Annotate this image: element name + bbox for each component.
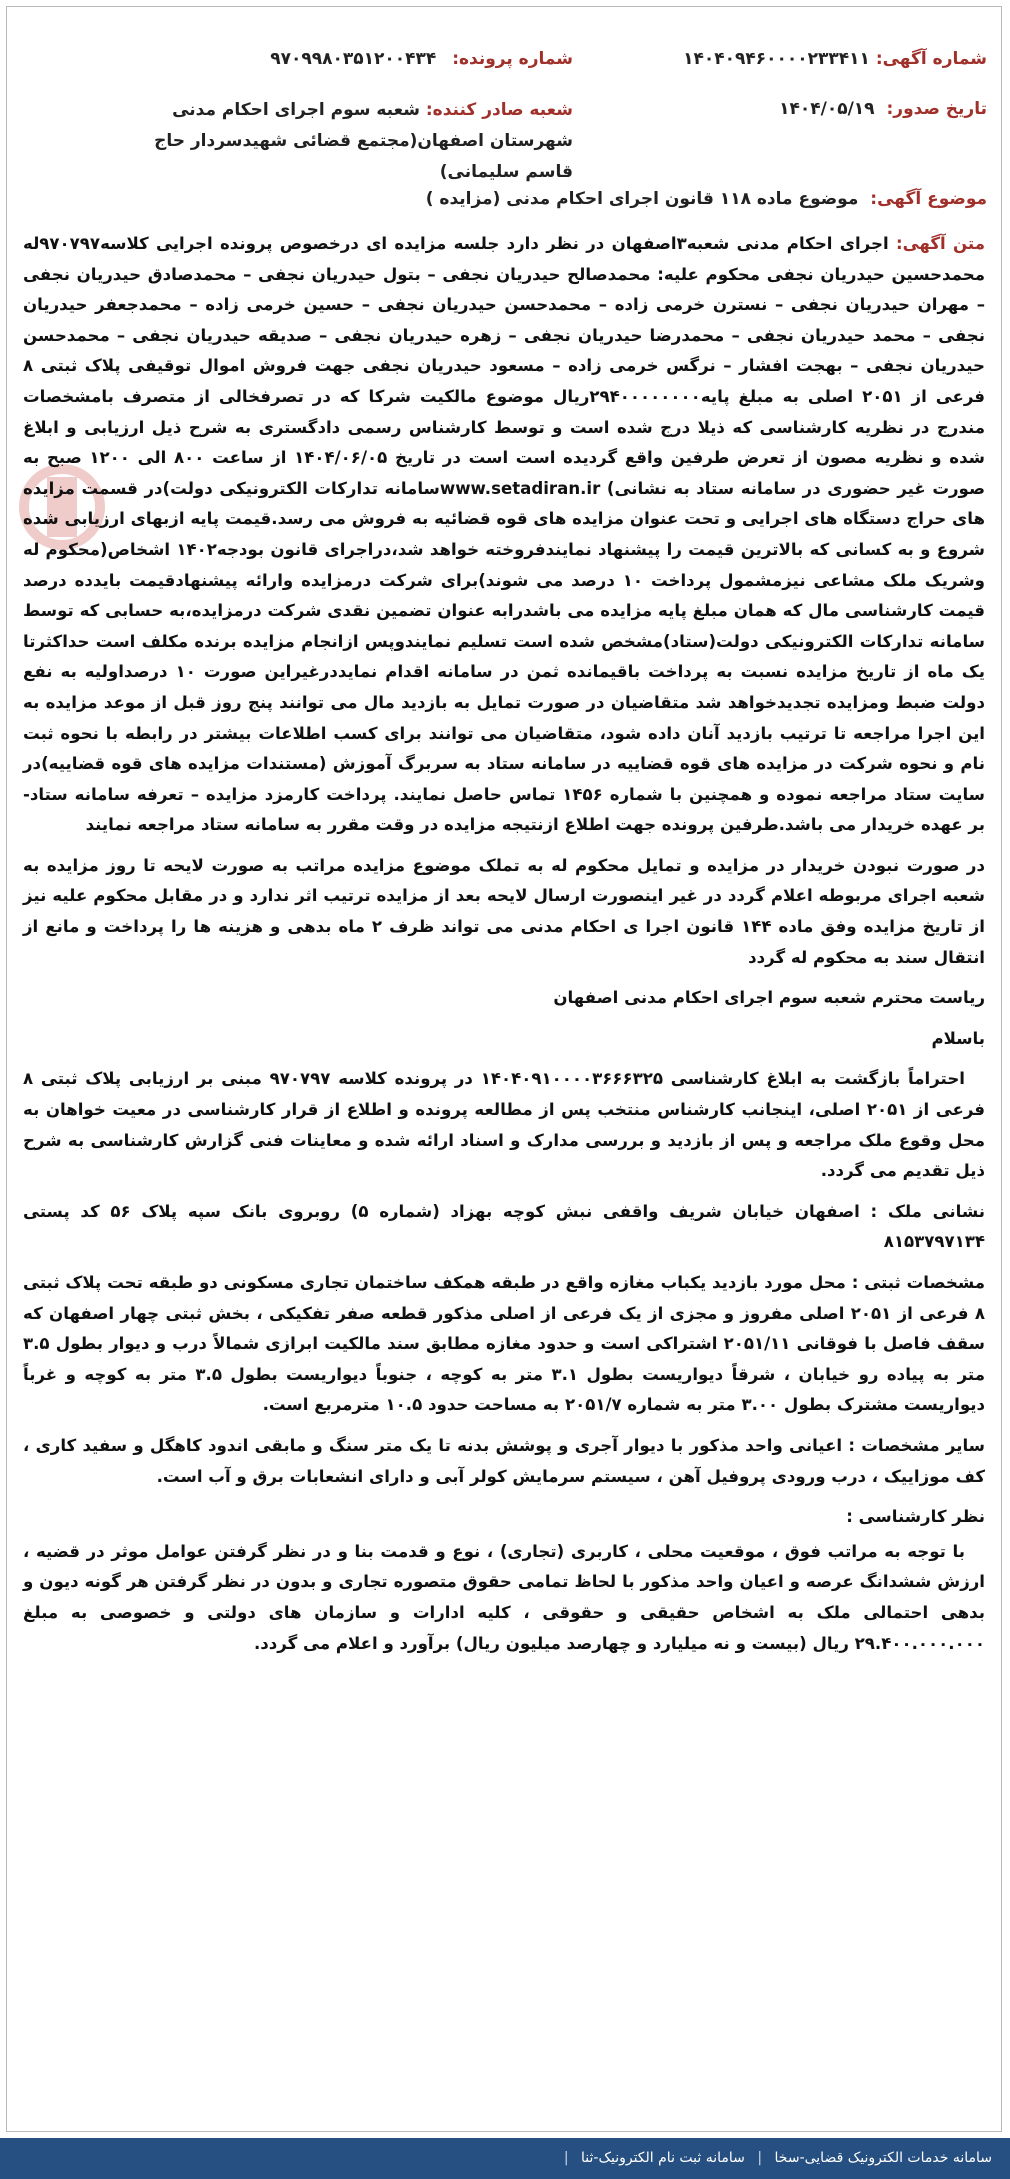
subject-label: موضوع آگهی:: [870, 189, 987, 209]
other-specs: سایر مشخصات : اعیانی واحد مذکور با دیوار آجری و پوشش بدنه تا یک متر سنگ و مابقی اندود کاهگل و سفید کاری ، کف موزاییک ، درب ورودی پروفیل آهن ، سیستم سرمایش کولر آبی و دارای انشعابات برق و آب است.: [23, 1435, 985, 1486]
addressee: ریاست محترم شعبه سوم اجرای احکام مدنی اصفهان: [553, 988, 985, 1008]
report-intro: احتراماً بازگشت به ابلاغ کارشناسی ۱۴۰۴۰۹۱۰۰۰۰۳۶۶۶۳۲۵ در پرونده کلاسه ۹۷۰۷۹۷ مبنی بر ارزیابی پلاک ثبتی ۸ فرعی از ۲۰۵۱ اصلی، اینجانب کارشناس منتخب پس از مطالعه پرونده و اطلاع از قرار کارشناسی در معیت خواهان به محل وقوع ملک مراجعه و پس از بازدید و بررسی مدارک و اسناد ارائه شده و معاینات فنی گزارش کارشناسی به شرح ذیل تقدیم می گردد.: [23, 1069, 986, 1181]
footer-link-sana[interactable]: سامانه ثبت نام الکترونیک-ثنا: [581, 2150, 745, 2166]
notice-body: [23, 229, 985, 1669]
case-number-label: شماره پرونده:: [452, 49, 573, 69]
issue-date-label: تاریخ صدور:: [886, 99, 987, 119]
footer-separator-end: |: [563, 2150, 569, 2166]
ad-number-value: ۱۴۰۴۰۹۴۶۰۰۰۰۲۳۳۴۱۱: [683, 49, 870, 69]
footer-bar: [0, 2138, 1010, 2179]
opinion-heading: نظر کارشناسی :: [846, 1507, 985, 1527]
issuing-branch-label: شعبه صادر کننده:: [425, 100, 573, 120]
issue-date-row: [779, 95, 987, 123]
ad-number-row: [683, 45, 987, 73]
issuing-branch-value: شعبه سوم اجرای احکام مدنی شهرستان اصفهان(مجتمع قضائی شهیدسردار حاج قاسم سلیمانی): [154, 100, 573, 182]
subject-row: [426, 185, 987, 213]
issue-date-value: ۱۴۰۴/۰۵/۱۹: [779, 99, 875, 119]
ad-number-label: شماره آگهی:: [875, 49, 987, 69]
para-claimant-option: در صورت نبودن خریدار در مزایده و تمایل محکوم له به تملک موضوع مزایده مراتب به صورت لایحه تا روز مزایده به شعبه اجرای مربوطه اعلام گردد در غیر اینصورت ارسال لایحه بعد از مزایده ترتیب اثر ندارد و در مقابل محکوم علیه نیز از تاریخ مزایده وفق ماده ۱۴۴ قانون اجرا ی احکام مدنی می تواند ظرف ۲ ماه بدهی و هزینه ها را پرداخت و مانع از انتقال سند به محکوم له گردد: [23, 855, 985, 967]
property-address: نشانی ملک : اصفهان خیابان شریف واقفی نبش کوچه بهزاد (شماره ۵) روبروی بانک سپه پلاک ۵۶ کد پستی ۸۱۵۳۷۹۷۱۳۴: [23, 1201, 986, 1252]
subject-text: موضوع ماده ۱۱۸ قانون اجرای احکام مدنی (مزایده ): [425, 189, 859, 209]
main-paragraph: [23, 229, 985, 841]
notice-page: [6, 6, 1002, 2132]
registration-specs: مشخصات ثبتی : محل مورد بازدید یکباب مغازه واقع در طبقه همکف ساختمان تجاری مسکونی دو طبقه تحت پلاک ثبتی ۸ فرعی از ۲۰۵۱ اصلی مفروز و مجزی از یک فرعی از اصلی مذکور قطعه صفر تفکیکی ، بخش ثبتی چهار اصفهان که سقف فاصل با فوقانی ۲۰۵۱/۱۱ اشتراکی است و حدود مغازه مطابق سند مالکیت ابرازی شمالاً درب و دیوار بطول ۳.۵ متر به پیاده رو خیابان ، شرقاً دیواریست بطول ۳.۱ متر به کوچه ، جنوباً دیواریست بطول ۳.۵ متر به کوچه و غرباً دیواریست مشترک بطول ۳.۰۰ متر به شماره ۲۰۵۱/۷ به مساحت حدود ۱۰.۵ مترمربع است.: [23, 1273, 985, 1415]
case-number-value: ۹۷۰۹۹۸۰۳۵۱۲۰۰۴۳۴: [270, 49, 437, 69]
case-number-row: [270, 45, 573, 73]
footer-separator: |: [757, 2150, 763, 2166]
body-label: متن آگهی:: [895, 234, 985, 253]
main-text: اجرای احکام مدنی شعبه۳اصفهان در نظر دارد جلسه مزایده ای درخصوص پرونده اجرایی کلاسه۹۷۰۷۹۷له محمدحسین حیدریان نجفی محکوم علیه: محمدصالح حیدریان نجفی – بتول حیدریان نجفی – محمدصادق حیدریان نجفی – مهران حیدریان نجفی – نسترن خرمی زاده – محمدحسن حیدریان نجفی – حسین خرمی زاده – محمدجعفر حیدریان نجفی – محمد حیدریان نجفی – محمدرضا حیدریان نجفی – زهره حیدریان نجفی – صدیقه حیدریان نجفی – محمدحسن حیدریان نجفی – بهجت افشار – نرگس خرمی زاده – مسعود حیدریان نجفی جهت فروش اموال توقیفی پلاک ثبتی ۸ فرعی از ۲۰۵۱ اصلی به مبلغ پایه۲۹۴۰۰۰۰۰۰۰۰ریال موضوع مالکیت شرکا که در تصرفخالی از متصرف بامشخصات مندرج در نظریه کارشناسی که ذیلا درج شده است و توسط کارشناس رسمی دادگستری به شرح ذیل ارزیابی و ابلاغ شده و نظریه مصون از تعرض طرفین واقع گردیده است است در تاریخ ۱۴۰۴/۰۶/۰۵ از ساعت ۸۰۰ الی ۱۲۰۰ صبح به صورت غیر حضوری در سامانه ستاد به نشانی) www.setadiran.irسامانه تدارکات الکترونیکی دولت)در قسمت مزایده های حراج دستگاه های اجرایی و تحت عنوان مزایده های قوه قضائیه به فروش می رسد.قیمت پایه ازبهای ارزیابی شده شروع و به کسانی که بالاترین قیمت را پیشنهاد نمایندفروخته خواهد شد،دراجرای قانون بودجه۱۴۰۲ اشخاص(محکوم له وشریک ملک مشاعی نیزمشمول پرداخت ۱۰ درصد می شوند)برای شرکت درمزایده وارائه پیشنهادقیمت بایدده درصد قیمت کارشناسی مال که همان مبلغ پایه مزایده می باشدرابه عنوان تضمین نقدی شرکت درمزایده،به حسابی که توسط سامانه تدارکات الکترونیکی دولت(ستاد)مشخص شده است تسلیم نمایندوپس ازانجام مزایده برنده مکلف است حداکثرتا یک ماه از تاریخ مزایده نسبت به پرداخت باقیمانده ثمن در سامانه اقدام نمایددرغیراین صورت ۱۰ درصداولیه به نفع دولت ضبط ومزایده تجدیدخواهد شد متقاضیان در صورت تمایل به بازدید مال می توانند پنج روز قبل از موعد مزایده به این اجرا مراجعه تا ترتیب بازدید آنان داده شود، متقاضیان می توانند برای کسب اطلاعات بیشتر در رابطه با نحوه ثبت نام و نحوه شرکت در مزایده های قوه قضاییه در سامانه ستاد به سربرگ آموزش (مستندات مزایده های قوه قضاییه)در سایت ستاد مراجعه نموده و همچنین با شماره ۱۴۵۶ تماس حاصل نمایند. پرداخت کارمزد مزایده – تعرفه سامانه ستاد- بر عهده خریدار می باشد.طرفین پرونده جهت اطلاع ازنتیجه مزایده در وقت مقرر به سامانه ستاد مراجعه نمایند: [23, 234, 986, 835]
footer-link-sakha[interactable]: سامانه خدمات الکترونیک قضایی-سخا: [774, 2150, 992, 2166]
issuing-branch-row: [103, 95, 573, 188]
expert-opinion: با توجه به مراتب فوق ، موقعیت محلی ، کاربری (تجاری) ، نوع و قدمت بنا و در نظر گرفتن عوامل موثر در قضیه ، ارزش ششدانگ عرصه و اعیان واحد مذکور با لحاظ تمامی حقوق متصوره تجاری و بدون در نظر گرفتن هر گونه دیون و بدهی احتمالی ملک به اشخاص حقیقی و حقوقی ، کلیه ادارات و سازمان های دولتی و خصوصی به مبلغ ۲۹.۴۰۰.۰۰۰.۰۰۰ ریال (بیست و نه میلیارد و چهارصد میلیون ریال) برآورد و اعلام می گردد.: [23, 1541, 985, 1653]
greeting: باسلام: [931, 1028, 985, 1048]
